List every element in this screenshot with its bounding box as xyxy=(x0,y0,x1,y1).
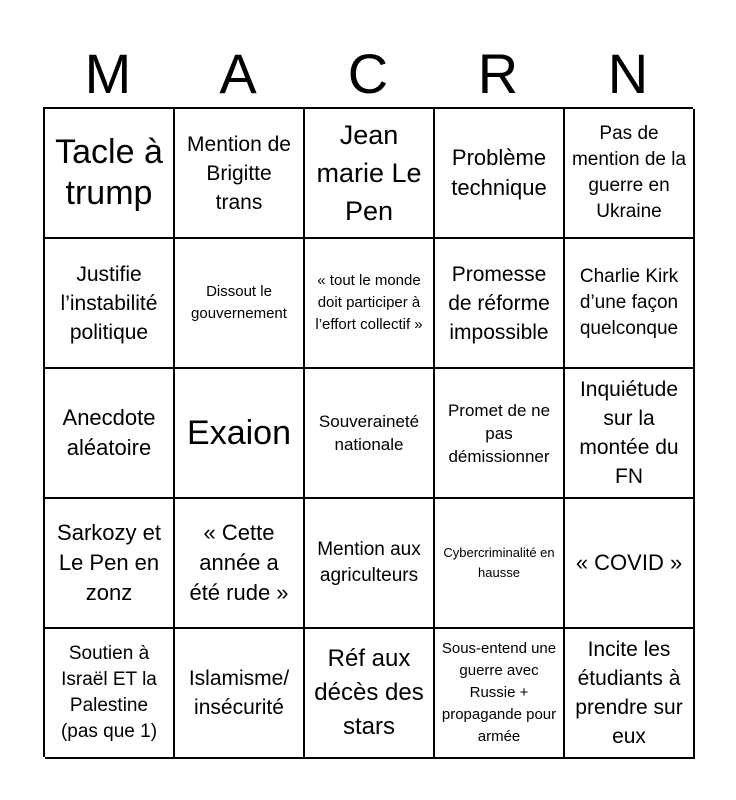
bingo-cell-r1c3[interactable] xyxy=(305,109,435,239)
cell-text: Pas de mention de la guerre en Ukraine xyxy=(571,123,687,222)
cell-text: Dissout le gouvernement xyxy=(191,283,287,322)
cell-text: Islamisme/ insécurité xyxy=(188,667,290,719)
cell-text: « tout le monde doit participer à l’effort collectif » xyxy=(315,272,423,333)
bingo-cell-r4c4[interactable] xyxy=(435,499,565,629)
cell-text: Cybercriminalité en hausse xyxy=(443,545,555,580)
cell-text: Justifie l’instabilité politique xyxy=(60,262,158,344)
bingo-cell-r2c5[interactable] xyxy=(565,239,695,369)
header-letter-n: N xyxy=(607,42,649,105)
header-letter-c: C xyxy=(347,42,389,105)
cell-text: Promet de ne pas démissionner xyxy=(447,400,551,466)
header-letter-r: R xyxy=(477,42,519,105)
cell-text: Sarkozy et Le Pen en zonz xyxy=(57,520,161,605)
cell-text: Inquiétude sur la montée du FN xyxy=(579,378,679,488)
bingo-cell-r2c1[interactable] xyxy=(45,239,175,369)
cell-text: « Cette année a été rude » xyxy=(189,520,289,605)
bingo-cell-r5c3[interactable] xyxy=(305,629,435,759)
cell-text: Soutien à Israël ET la Palestine (pas que 1) xyxy=(60,643,158,742)
bingo-cell-r3c5[interactable] xyxy=(565,369,695,499)
bingo-cell-r3c3[interactable] xyxy=(305,369,435,499)
bingo-cell-r4c3[interactable] xyxy=(305,499,435,629)
bingo-cell-r5c4[interactable] xyxy=(435,629,565,759)
cell-text: Exaion xyxy=(187,413,291,452)
header-letter-m: M xyxy=(84,42,132,105)
cell-text: Souveraineté nationale xyxy=(318,412,420,454)
cell-text: Problème technique xyxy=(451,145,547,200)
bingo-cell-r2c2[interactable] xyxy=(175,239,305,369)
bingo-cell-r1c2[interactable] xyxy=(175,109,305,239)
bingo-cell-r5c1[interactable] xyxy=(45,629,175,759)
bingo-cell-r3c4[interactable] xyxy=(435,369,565,499)
bingo-cell-r5c5[interactable] xyxy=(565,629,695,759)
bingo-cell-r1c4[interactable] xyxy=(435,109,565,239)
cell-text: « COVID » xyxy=(575,550,683,575)
cell-text: Promesse de réforme impossible xyxy=(448,262,550,344)
bingo-cell-r3c2[interactable] xyxy=(175,369,305,499)
cell-text: Sous-entend une guerre avec Russie + propagande pour armée xyxy=(441,640,557,745)
bingo-cell-r1c1[interactable] xyxy=(45,109,175,239)
cell-text: Tacle à trump xyxy=(55,133,163,212)
cell-text: Mention de Brigitte trans xyxy=(187,132,291,214)
bingo-cell-r4c5[interactable] xyxy=(565,499,695,629)
cell-text: Anecdote aléatoire xyxy=(62,405,156,460)
bingo-cell-r4c2[interactable] xyxy=(175,499,305,629)
cell-text: Réf aux décès des stars xyxy=(314,645,424,740)
bingo-cell-r2c3[interactable] xyxy=(305,239,435,369)
bingo-cell-r5c2[interactable] xyxy=(175,629,305,759)
header-letter-a: A xyxy=(219,42,257,105)
cell-text: Incite les étudiants à prendre sur eux xyxy=(575,638,683,748)
cell-text: Jean marie Le Pen xyxy=(316,120,422,226)
bingo-cell-r4c1[interactable] xyxy=(45,499,175,629)
bingo-header xyxy=(43,40,693,107)
bingo-cell-r3c1[interactable] xyxy=(45,369,175,499)
bingo-cell-r2c4[interactable] xyxy=(435,239,565,369)
bingo-cell-r1c5[interactable] xyxy=(565,109,695,239)
bingo-grid xyxy=(43,107,693,757)
cell-text: Mention aux agriculteurs xyxy=(317,539,421,586)
cell-text: Charlie Kirk d’une façon quelconque xyxy=(579,266,679,339)
